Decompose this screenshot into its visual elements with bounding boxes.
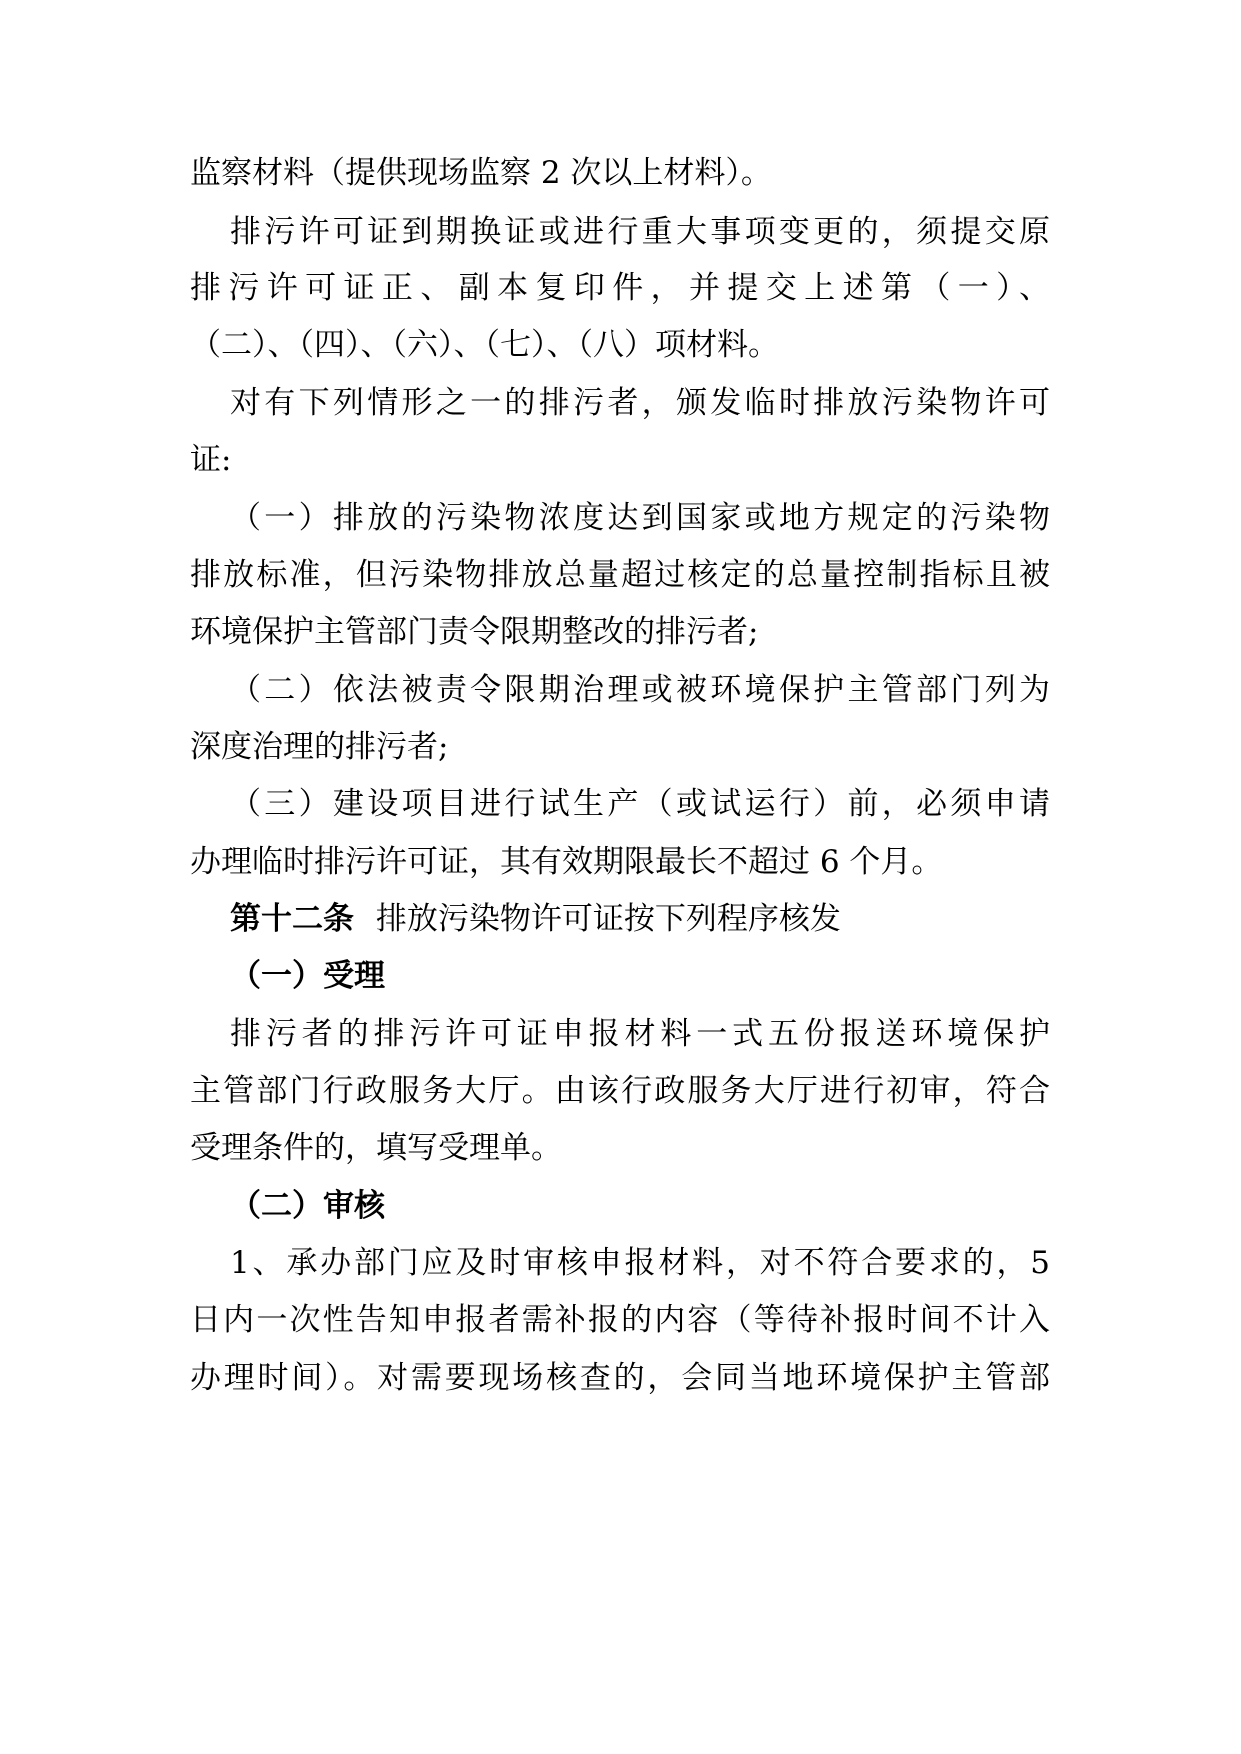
text-line: 对有下列情形之一的排污者，颁发临时排放污染物许可: [230, 385, 1050, 421]
text-line: 环境保护主管部门责令限期整改的排污者;: [190, 614, 759, 650]
text-line: （二）、（四）、（六）、（七）、（八）项材料。: [190, 327, 779, 363]
text-line: 排污许可证正、副本复印件，并提交上述第（一）、: [190, 270, 1050, 306]
text-line: （一）排放的污染物浓度达到国家或地方规定的污染物: [230, 500, 1050, 536]
text-line: 办理临时排污许可证，其有效期限最长不超过 6 个月。: [190, 844, 943, 880]
article-title: 排放污染物许可证按下列程序核发: [375, 901, 841, 937]
section-heading: （二）审核: [230, 1188, 385, 1224]
text-line: 监察材料（提供现场监察 2 次以上材料）。: [190, 155, 772, 191]
section-heading: （一）受理: [230, 958, 385, 994]
article-heading: [230, 899, 1050, 939]
text-line: 办理时间）。对需要现场核查的，会同当地环境保护主管部: [190, 1360, 1050, 1396]
article-number: 第十二条: [230, 901, 354, 937]
text-line: 排放标准，但污染物排放总量超过核定的总量控制指标且被: [190, 557, 1050, 593]
text-line: 排污许可证到期换证或进行重大事项变更的，须提交原: [230, 214, 1050, 250]
text-line: （三）建设项目进行试生产（或试运行）前，必须申请: [230, 786, 1050, 822]
text-line: 主管部门行政服务大厅。由该行政服务大厅进行初审，符合: [190, 1073, 1050, 1109]
text-line: 证:: [190, 442, 232, 478]
text-line: 日内一次性告知申报者需补报的内容（等待补报时间不计入: [190, 1302, 1050, 1338]
text-line: 1、承办部门应及时审核申报材料，对不符合要求的，5: [230, 1245, 1050, 1281]
text-line: 深度治理的排污者;: [190, 729, 449, 765]
text-line: （二）依法被责令限期治理或被环境保护主管部门列为: [230, 672, 1050, 708]
text-line: 排污者的排污许可证申报材料一式五份报送环境保护: [230, 1016, 1050, 1052]
text-line: 受理条件的，填写受理单。: [190, 1130, 562, 1166]
